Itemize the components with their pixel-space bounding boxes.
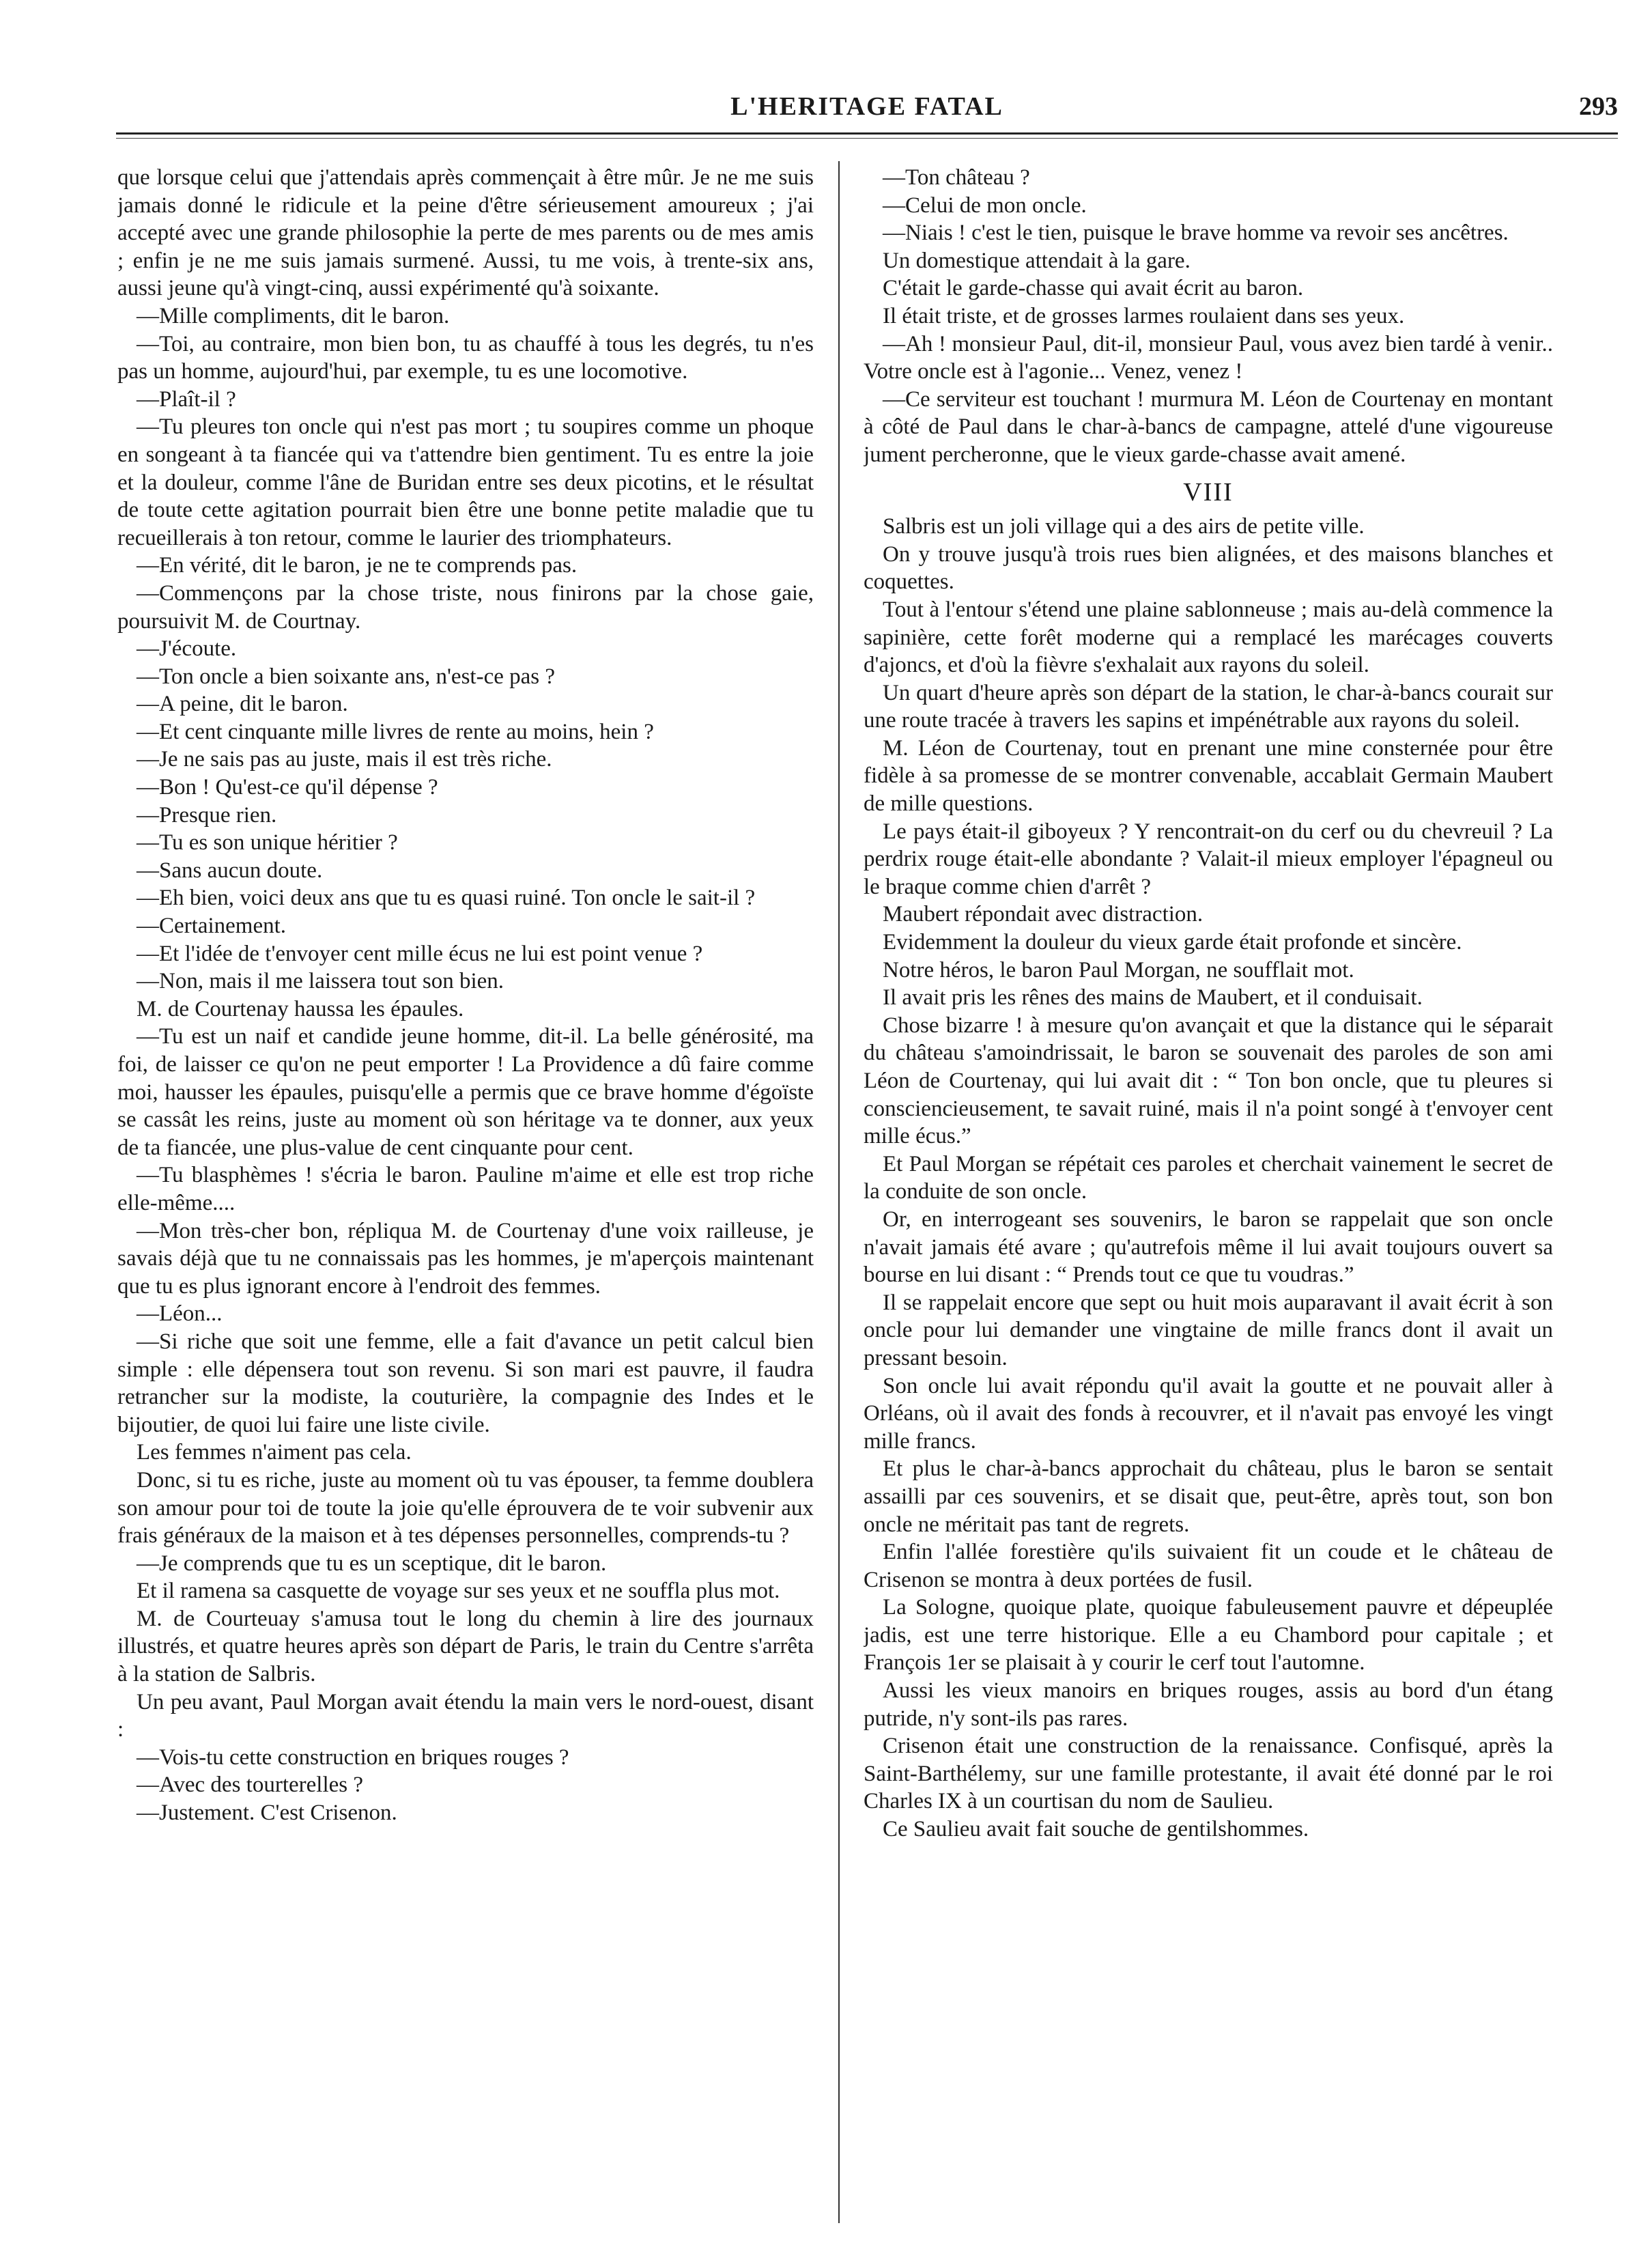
- paragraph: Crisenon était une construction de la renaissance. Confisqué, après la Saint-Barthélemy, sur une famille protestante, il avait été donné par le roi Charles IX à un courtisan du nom de Saulieu.: [864, 1734, 1553, 1814]
- paragraph: M. de Courteuay s'amusa tout le long du chemin à lire des journaux illustrés, et quatre heures après son départ de Paris, le train du Centre s'arrêta à la station de Salbris.: [117, 1606, 814, 1687]
- paragraph: Tout à l'entour s'étend une plaine sablonneuse ; mais au-delà commence la sapinière, cette forêt moderne qui a remplacé les marécages couverts d'ajoncs, et d'où la fièvre s'exhalait aux rayons du soleil.: [864, 597, 1553, 678]
- paragraph: Evidemment la douleur du vieux garde était profonde et sincère.: [883, 930, 1462, 955]
- left-column: [117, 164, 814, 2233]
- paragraph: —Mon très-cher bon, répliqua M. de Courtenay d'une voix railleuse, je savais déjà que tu ne connaissais pas les hommes, je m'aperçois maintenant que tu es plus ignorant encore à l'endroit des femmes.: [117, 1218, 814, 1299]
- paragraph: que lorsque celui que j'attendais après commençait à être mûr. Je ne me suis jamais donné le ridicule et la peine d'être sérieusement amoureux ; j'ai accepté avec une grande philosophie la perte de mes parents ou de mes amis ; enfin je ne me suis jamais surmené. Aussi, tu me vois, à trente-six ans, aussi jeune qu'à vingt-cinq, aussi expérimenté qu'à soixante.: [117, 165, 814, 301]
- paragraph: Or, en interrogeant ses souvenirs, le baron se rappelait que son oncle n'avait jamais été avare ; qu'autrefois même il lui avait toujours ouvert sa bourse en lui disant : “ Prends tout ce que tu voudras.”: [864, 1206, 1553, 1288]
- paragraph: —Mille compliments, dit le baron.: [137, 303, 450, 328]
- paragraph: —Tu es son unique héritier ?: [137, 830, 398, 856]
- paragraph: —Commençons par la chose triste, nous finirons par la chose gaie, poursuivit M. de Courtnay.: [117, 580, 814, 634]
- paragraph: —Et l'idée de t'envoyer cent mille écus ne lui est point venue ?: [137, 941, 703, 966]
- paragraph: —Ton oncle a bien soixante ans, n'est-ce pas ?: [137, 664, 556, 689]
- paragraph: Et Paul Morgan se répétait ces paroles et cherchait vainement le secret de la conduite de son oncle.: [864, 1151, 1553, 1204]
- paragraph: —Plaît-il ?: [137, 386, 236, 412]
- paragraph: La Sologne, quoique plate, quoique fabuleusement pauvre et dépeuplée jadis, est une terre historique. Elle a eu Chambord pour capitale ; et François 1er se plaisait à y courir le cerf tout l'automne.: [864, 1595, 1553, 1676]
- chapter-heading: VIII: [1183, 477, 1234, 507]
- paragraph: —Je comprends que tu es un sceptique, dit le baron.: [137, 1551, 607, 1576]
- paragraph: —Sans aucun doute.: [137, 858, 323, 883]
- paragraph: Un peu avant, Paul Morgan avait étendu la main vers le nord-ouest, disant :: [117, 1689, 814, 1742]
- paragraph: —Léon...: [137, 1301, 223, 1327]
- paragraph: C'était le garde-chasse qui avait écrit au baron.: [883, 276, 1304, 301]
- paragraph: Il avait pris les rênes des mains de Maubert, et il conduisait.: [883, 985, 1423, 1011]
- paragraph: —Ce serviteur est touchant ! murmura M. Léon de Courtenay en montant à côté de Paul dans le char-à-bancs de campagne, attelé d'une vigoureuse jument percheronne, que le vieux garde-chasse avait amené.: [864, 386, 1553, 467]
- paragraph: Les femmes n'aiment pas cela.: [137, 1440, 412, 1465]
- paragraph: Il se rappelait encore que sept ou huit mois auparavant il avait écrit à son oncle pour lui demander une vingtaine de mille francs dont il avait un pressant besoin.: [864, 1290, 1553, 1370]
- paragraph: Son oncle lui avait répondu qu'il avait la goutte et ne pouvait aller à Orléans, où il avait des fonds à recouvrer, et il n'avait pas envoyé les vingt mille francs.: [864, 1373, 1553, 1454]
- paragraph: —Tu est un naif et candide jeune homme, dit-il. La belle générosité, ma foi, de laisser ce qu'on ne peut emporter ! La Providence a dû faire comme moi, hausser les épaules, puisqu'elle a permis que ce brave homme d'égoïste se cassât les reins, juste au moment où son héritage va te donner, aux yeux de ta fiancée, une plus-value de cent cinquante pour cent.: [117, 1024, 814, 1160]
- paragraph: Il était triste, et de grosses larmes roulaient dans ses yeux.: [883, 303, 1405, 328]
- paragraph: Un quart d'heure après son départ de la station, le char-à-bancs courait sur une route tracée à travers les sapins et impénétrable aux rayons du soleil.: [864, 680, 1553, 733]
- paragraph: —Presque rien.: [137, 802, 277, 828]
- page-number: 293: [1579, 92, 1618, 121]
- paragraph: —Bon ! Qu'est-ce qu'il dépense ?: [137, 775, 438, 800]
- paragraph: M. Léon de Courtenay, tout en prenant une mine consternée pour être fidèle à sa promesse de se montrer convenable, accablait Germain Maubert de mille questions.: [864, 735, 1553, 817]
- paragraph: Notre héros, le baron Paul Morgan, ne soufflait mot.: [883, 957, 1354, 983]
- paragraph: —Et cent cinquante mille livres de rente au moins, hein ?: [137, 719, 654, 744]
- paragraph: Le pays était-il giboyeux ? Y rencontrait-on du cerf ou du chevreuil ? La perdrix rouge était-elle abondante ? Valait-il mieux employer l'épagneul ou le braque comme chien d'arrêt ?: [864, 819, 1553, 899]
- paragraph: Donc, si tu es riche, juste au moment où tu vas épouser, ta femme doublera son amour pour toi de toute la joie qu'elle éprouvera de te voir subvenir aux frais généraux de la maison et à tes dépenses personnelles, comprends-tu ?: [117, 1467, 814, 1549]
- paragraph: —Justement. C'est Crisenon.: [137, 1800, 397, 1826]
- paragraph: —J'écoute.: [137, 636, 237, 662]
- paragraph: —Si riche que soit une femme, elle a fait d'avance un petit calcul bien simple : elle dépensera tout son revenu. Si son mari est pauvre, il faudra retrancher sur la modiste, la couturière, la compagnie des Indes et le bijoutier, de quoi lui faire une liste civile.: [117, 1329, 814, 1437]
- page-header: [116, 89, 1618, 130]
- paragraph: Un domestique attendait à la gare.: [883, 248, 1191, 273]
- column-divider: [838, 161, 840, 2223]
- paragraph: —A peine, dit le baron.: [137, 692, 348, 717]
- paragraph: —Ton château ?: [883, 165, 1030, 190]
- paragraph: —Ah ! monsieur Paul, dit-il, monsieur Paul, vous avez bien tardé à venir.. Votre oncle est à l'agonie... Venez, venez !: [864, 331, 1553, 384]
- paragraph: —En vérité, dit le baron, je ne te comprends pas.: [137, 553, 578, 578]
- paragraph: Aussi les vieux manoirs en briques rouges, assis au bord d'un étang putride, n'y sont-ils pas rares.: [864, 1678, 1553, 1731]
- paragraph: —Niais ! c'est le tien, puisque le brave homme va revoir ses ancêtres.: [883, 221, 1509, 246]
- header-rule: [116, 132, 1618, 135]
- paragraph: —Tu blasphèmes ! s'écria le baron. Pauline m'aime et elle est trop riche elle-même....: [117, 1163, 814, 1215]
- paragraph: Et plus le char-à-bancs approchait du château, plus le baron se sentait assailli par ces souvenirs, et se disait que, peut-être, après tout, son bon oncle ne méritait pas tant de regrets.: [864, 1456, 1553, 1537]
- paragraph: Salbris est un joli village qui a des airs de petite ville.: [883, 514, 1365, 539]
- paragraph: —Celui de mon oncle.: [883, 193, 1087, 218]
- paragraph: Enfin l'allée forestière qu'ils suivaient fit un coude et le château de Crisenon se montra à deux portées de fusil.: [864, 1540, 1553, 1592]
- paragraph: —Certainement.: [137, 914, 287, 939]
- paragraph: —Vois-tu cette construction en briques rouges ?: [137, 1745, 569, 1770]
- paragraph: —Avec des tourterelles ?: [137, 1772, 363, 1798]
- paragraph: —Toi, au contraire, mon bien bon, tu as chauffé à tous les degrés, tu n'es pas un homme, aujourd'hui, par exemple, tu es une locomotive.: [117, 331, 814, 384]
- paragraph: —Tu pleures ton oncle qui n'est pas mort ; tu soupires comme un phoque en songeant à ta fiancée qui va t'attendre bien gentiment. Tu es entre la joie et la douleur, comme l'âne de Buridan entre ses deux picotins, et le résultat de toute cette agitation pourrait bien être une bonne petite maladie que tu recueillerais à ton retour, comme le laurier des triomphateurs.: [117, 414, 814, 550]
- paragraph: Ce Saulieu avait fait souche de gentilshommes.: [883, 1817, 1309, 1842]
- paragraph: —Non, mais il me laissera tout son bien.: [137, 969, 504, 994]
- running-title: L'HERITAGE FATAL: [730, 92, 1003, 121]
- paragraph: —Eh bien, voici deux ans que tu es quasi ruiné. Ton oncle le sait-il ?: [137, 886, 756, 911]
- paragraph: —Je ne sais pas au juste, mais il est très riche.: [137, 747, 552, 772]
- header-rule-thin: [116, 138, 1618, 139]
- paragraph: On y trouve jusqu'à trois rues bien alignées, et des maisons blanches et coquettes.: [864, 541, 1553, 595]
- right-column: [864, 164, 1553, 2233]
- paragraph: M. de Courtenay haussa les épaules.: [137, 996, 464, 1021]
- paragraph: Chose bizarre ! à mesure qu'on avançait et que la distance qui le séparait du château s'amoindrissait, le baron se souvenait des paroles de son ami Léon de Courtenay, qui lui avait dit : “ Ton bon oncle, que tu pleures si consciencieusement, te savait ruiné, mais il n'a point songé à t'envoyer cent mille écus.”: [864, 1013, 1553, 1149]
- paragraph: Maubert répondait avec distraction.: [883, 902, 1204, 927]
- paragraph: Et il ramena sa casquette de voyage sur ses yeux et ne souffla plus mot.: [137, 1579, 780, 1604]
